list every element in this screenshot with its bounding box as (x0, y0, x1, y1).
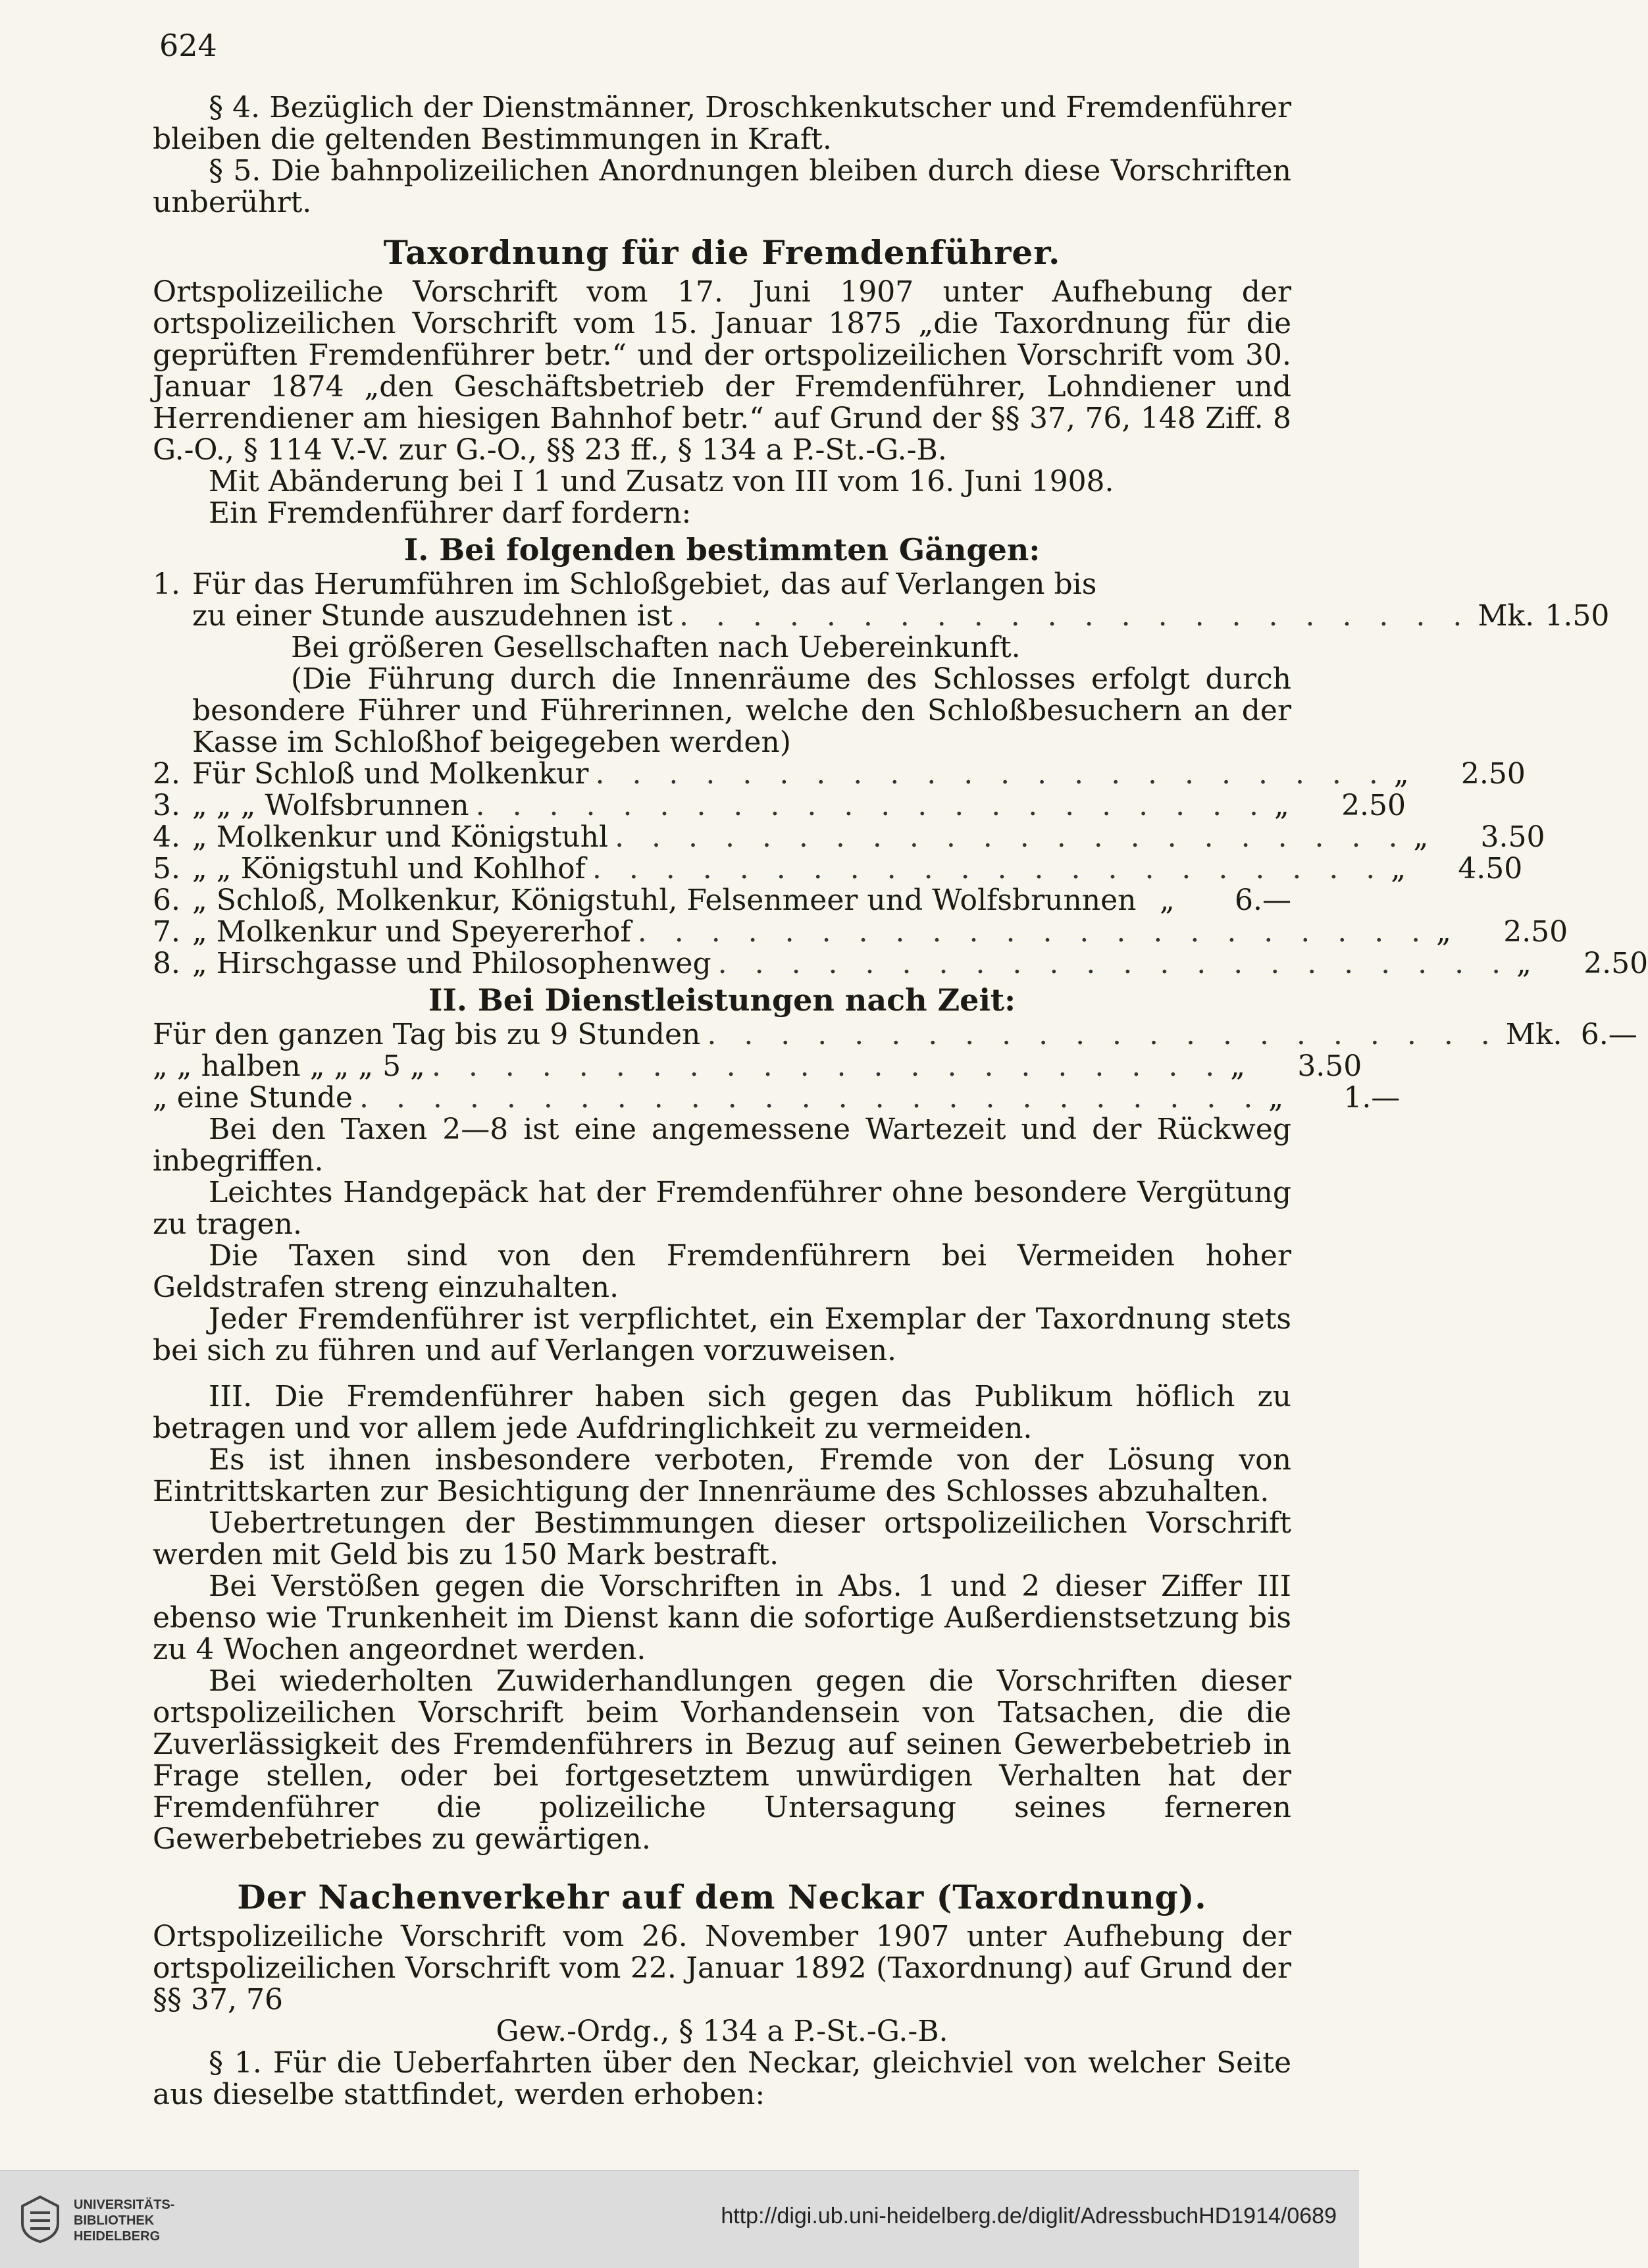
tariff-price: 6.— (1235, 883, 1291, 917)
tariff-label: „ Molkenkur und Königstuhl (192, 820, 609, 854)
tariff-price: 2.50 (1584, 947, 1648, 980)
tariff-price: 2.50 (1341, 789, 1406, 822)
tariff-price: 4.50 (1458, 852, 1523, 885)
tariff-row (153, 757, 1526, 791)
library-name-line1: UNIVERSITÄTS- (74, 2198, 175, 2212)
leader-dots: . . . . . . . . . . . . . . . . . . . . . . (615, 820, 1407, 854)
tariff-row (153, 599, 1610, 633)
tariff-price: 1.50 (1545, 599, 1610, 633)
leader-dots: . . . . . . . . . . . . . . . . . . . . . . (679, 599, 1472, 633)
paragraph-intro-1: § 4. Bezüglich der Dienstmänner, Droschkenkutscher und Fremdenführer bleiben die geltenden Bestimmungen in Kraft. (153, 91, 1291, 156)
tariff-currency: „ (1391, 852, 1406, 885)
tariff-price: 3.50 (1480, 820, 1545, 854)
tariff-label: Für das Herumführen im Schloßgebiet, das auf Verlangen bis (192, 567, 1097, 601)
paragraph-waiting-time: Bei den Taxen 2—8 ist eine angemessene Wartezeit und der Rückweg inbegriffen. (153, 1113, 1291, 1178)
tariff-number: 3. (153, 789, 180, 822)
tariff-price: 2.50 (1503, 915, 1568, 949)
tariff-row (153, 885, 1291, 916)
tariff-label: „ „ Königstuhl und Kohlhof (192, 852, 586, 885)
note-groups: Bei größeren Gesellschaften nach Uebereinkunft. (291, 631, 1021, 664)
leader-dots: . . . . . . . . . . . . . . . . . . . . . . (717, 947, 1510, 980)
preamble-fremdenfuehrer: Ortspolizeiliche Vorschrift vom 17. Juni 1907 unter Aufhebung der ortspolizeilichen Vorschrift vom 15. Januar 1875 „die Taxordnung für die geprüften Fremdenführer betr.“ und der ortspolizeilichen Vorschrift vom 30. Januar 1874 „den Geschäftsbetrieb der Fremdenführer, Lohndiener und Herrendiener am hiesigen Bahnhof betr.“ auf Grund der §§ 37, 76, 148 Ziff. 8 G.-O., § 114 V.-V. zur G.-O., §§ 23 ff., § 134 a P.-St.-G.-B. (153, 275, 1291, 467)
paragraph-penalties: Die Taxen sind von den Fremdenführern bei Vermeiden hoher Geldstrafen streng einzuhalten. (153, 1239, 1291, 1304)
leader-dots: . . . . . . . . . . . . . . . . . . . . . . (475, 789, 1268, 822)
tariff-row (153, 915, 1568, 949)
tariff-label: Für Schloß und Molkenkur (192, 757, 589, 791)
time-tariff-row (153, 1018, 1637, 1051)
leader-dots: . . . . . . . . . . . . . . . . . . . . . . (637, 915, 1430, 949)
paragraph-suspension: Bei Verstößen gegen die Vorschriften in Abs. 1 und 2 dieser Ziffer III ebenso wie Trunkenheit im Dienst kann die sofortige Außerdienstsetzung bis zu 4 Wochen angeordnet werden. (153, 1569, 1291, 1666)
tariff-row (153, 569, 1291, 600)
paragraph-tickets: Es ist ihnen insbesondere verboten, Fremde von der Lösung von Eintrittskarten zur Besichtigung der Innenräume des Schlosses abzuhalten. (153, 1443, 1291, 1508)
tariff-row (153, 947, 1648, 980)
note-interior: (Die Führung durch die Innenräume des Schlosses erfolgt durch besondere Führer und Führerinnen, welche den Schloßbesuchern an der Kasse im Schloßhof beigegeben werden) (192, 662, 1291, 759)
preamble-nachenverkehr-line2: Gew.-Ordg., § 134 a P.-St.-G.-B. (496, 2015, 948, 2048)
tariff-number: 1. (153, 567, 180, 601)
tariff-price: 2.50 (1460, 757, 1526, 791)
library-footer (0, 2170, 1359, 2268)
tariff-currency: „ (1274, 789, 1289, 822)
tariff-number: 6. (153, 883, 180, 917)
leader-dots: . . . . . . . . . . . . . . . . . . . . . . (707, 1018, 1499, 1051)
leader-dots: . . . . . . . . . . . . . . . . . . . . . . (592, 852, 1385, 885)
page-number: 624 (159, 28, 217, 63)
tariff-row (153, 789, 1406, 822)
preamble-nachenverkehr: Ortspolizeiliche Vorschrift vom 26. November 1907 unter Aufhebung der ortspolizeilichen Vorschrift vom 22. Januar 1892 (Taxordnung) auf Grund der §§ 37, 76 (153, 1920, 1291, 2017)
paragraph-prohibition: Bei wiederholten Zuwiderhandlungen gegen die Vorschriften dieser ortspolizeilichen Vorschrift beim Vorhandensein von Tatsachen, die die Zuverlässigkeit des Fremdenführers in Bezug auf seinen Gewerbebetrieb in Frage stellen, oder bei fortgesetztem unwürdigen Verhalten hat der Fremdenführer die polizeiliche Untersagung seines ferneren Gewerbebetriebes zu gewärtigen. (153, 1664, 1291, 1856)
tariff-number: 5. (153, 852, 180, 885)
time-tariff-row (153, 1081, 1401, 1115)
tariff-row (153, 852, 1523, 885)
digitization-url-link[interactable]: http://digi.ub.uni-heidelberg.de/diglit/AdressbuchHD1914/0689 (721, 2203, 1337, 2228)
tariff-currency: „ (1516, 947, 1532, 980)
paragraph-copy-of-rules: Jeder Fremdenführer ist verpflichtet, ein Exemplar der Taxordnung stets bei sich zu führen und auf Verlangen vorzuweisen. (153, 1302, 1291, 1367)
tariff-label: „ Molkenkur und Speyererhof (192, 915, 631, 949)
time-tariff-row (153, 1049, 1362, 1083)
tariff-number: 4. (153, 820, 180, 854)
tariff-label: „ Hirschgasse und Philosophenweg (192, 947, 711, 980)
tariff-row (153, 820, 1545, 854)
page-body (153, 91, 1648, 2111)
leader-dots: . . . . . . . . . . . . . . . . . . . . . . (431, 1049, 1224, 1083)
tariff-label: zu einer Stunde auszudehnen ist (192, 599, 673, 633)
leader-dots: . . . . . . . . . . . . . . . . . . . . . . . . . (359, 1081, 1262, 1115)
tariff-currency: Mk. (1478, 599, 1535, 633)
section-title-nachenverkehr: Der Nachenverkehr auf dem Neckar (Taxordnung). (237, 1878, 1207, 1916)
time-tariff-currency: „ (1230, 1049, 1246, 1083)
time-tariff-price: 1.— (1343, 1081, 1401, 1115)
tariff-currency: „ (1436, 915, 1451, 949)
tariff-label: „ „ „ Wolfsbrunnen (192, 789, 469, 822)
time-tariff-currency: Mk. (1505, 1018, 1562, 1051)
amendment-note: Mit Abänderung bei I 1 und Zusatz von III vom 16. Juni 1908. (209, 465, 1114, 498)
tariff-number: 2. (153, 757, 180, 791)
time-tariff-label: „ eine Stunde (153, 1081, 353, 1115)
paragraph-courtesy: III. Die Fremdenführer haben sich gegen das Publikum höflich zu betragen und vor allem jede Aufdringlichkeit zu vermeiden. (153, 1380, 1291, 1445)
library-name (74, 2197, 174, 2244)
library-name-line3: HEIDELBERG (74, 2229, 161, 2244)
part2-title: II. Bei Dienstleistungen nach Zeit: (428, 982, 1016, 1018)
paragraph-fines: Uebertretungen der Bestimmungen dieser ortspolizeilichen Vorschrift werden mit Geld bis zu 150 Mark bestraft. (153, 1506, 1291, 1571)
paragraph-intro-2: § 5. Die bahnpolizeilichen Anordnungen bleiben durch diese Vorschriften unberührt. (153, 154, 1291, 219)
time-tariff-price: 3.50 (1297, 1049, 1362, 1083)
time-tariff-currency: „ (1268, 1081, 1284, 1115)
part1-title: I. Bei folgenden bestimmten Gängen: (403, 532, 1041, 567)
leader-dots: . . . . . . . . . . . . . . . . . . . . . . (595, 757, 1387, 791)
time-tariff-label: „ „ halben „ „ „ 5 „ (153, 1049, 425, 1083)
paragraph-crossings: § 1. Für die Ueberfahrten über den Neckar, gleichviel von welcher Seite aus dieselbe stattfindet, werden erhoben: (153, 2046, 1291, 2111)
time-tariff-label: Für den ganzen Tag bis zu 9 Stunden (153, 1018, 701, 1051)
tariff-currency: „ (1393, 757, 1409, 791)
time-tariff-price: 6.— (1580, 1018, 1637, 1051)
university-library-logo-icon (17, 2194, 63, 2244)
tariff-number: 8. (153, 947, 180, 980)
paragraph-luggage: Leichtes Handgepäck hat der Fremdenführer ohne besondere Vergütung zu tragen. (153, 1176, 1291, 1241)
tariff-label: „ Schloß, Molkenkur, Königstuhl, Felsenmeer und Wolfsbrunnen (192, 883, 1137, 917)
section-title-fremdenfuehrer: Taxordnung für die Fremdenführer. (383, 233, 1061, 272)
tariff-currency: „ (1413, 820, 1429, 854)
tariff-number: 7. (153, 915, 180, 949)
library-name-line2: BIBLIOTHEK (74, 2213, 155, 2228)
tariff-currency: „ (1160, 883, 1175, 917)
lead-text: Ein Fremdenführer darf fordern: (209, 496, 692, 530)
